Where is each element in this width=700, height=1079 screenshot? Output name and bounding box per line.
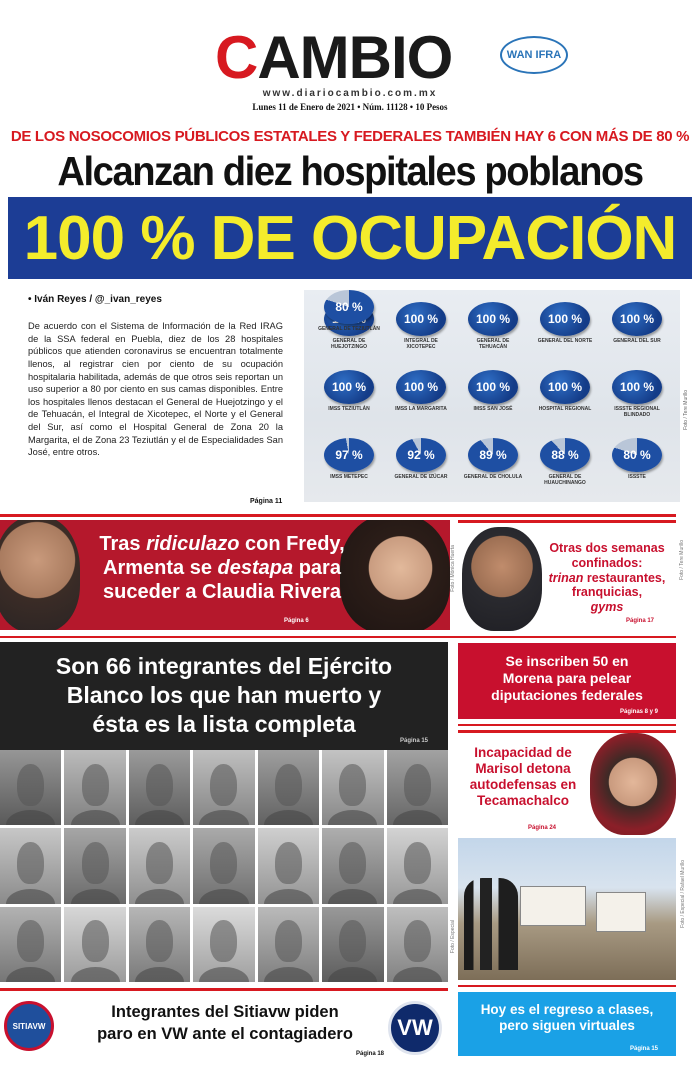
hospital-gauge	[534, 370, 596, 413]
hospital-gauge	[390, 370, 452, 413]
clases-story[interactable]	[458, 992, 676, 1056]
hospital-gauge	[318, 290, 380, 333]
occupancy-badge: 100 %	[540, 302, 590, 336]
vw-story[interactable]	[0, 988, 448, 1064]
confinados-headline: Otras dos semanas confinados: trinan restaurantes, franquicias, gyms	[548, 541, 666, 614]
masthead	[0, 18, 700, 118]
victim-portrait	[129, 907, 190, 982]
hospital-gauge	[606, 438, 668, 481]
hospital-gauge	[534, 302, 596, 345]
occupancy-badge: 100 %	[540, 370, 590, 404]
dateline: Lunes 11 de Enero de 2021 • Núm. 11128 • 10 Pesos	[252, 102, 448, 112]
victim-portrait	[129, 828, 190, 903]
hospital-gauge	[390, 302, 452, 350]
victim-portrait	[0, 907, 61, 982]
protest-banner	[520, 886, 586, 926]
occupancy-badge: 80 %	[324, 290, 374, 324]
hospital-name: GENERAL DE CHOLULA	[463, 474, 523, 480]
marisol-story[interactable]	[458, 730, 676, 835]
occupancy-badge: 100 %	[468, 302, 518, 336]
occupancy-badge: 100 %	[468, 370, 518, 404]
marisol-photo	[590, 733, 676, 835]
ejercito-blanco-story[interactable]	[0, 642, 448, 750]
photo-credit: Foto / Mónica Huerta	[450, 545, 456, 592]
page-ref-vw: Página 18	[356, 1051, 385, 1057]
hospital-name: ISSSTE	[628, 474, 646, 480]
occupancy-badge: 80 %	[612, 438, 662, 472]
victim-portrait	[64, 907, 125, 982]
marisol-headline: Incapacidad de Marisol detona autodefensas en Tecamachalco	[469, 745, 577, 808]
hospital-occupancy-infographic	[304, 290, 680, 502]
hospital-gauge	[318, 370, 380, 413]
victim-portrait	[387, 828, 448, 903]
vw-logo: VW	[388, 1001, 442, 1055]
victim-portrait	[322, 750, 383, 825]
section-divider	[0, 636, 676, 638]
victim-portrait	[258, 750, 319, 825]
page-ref-armenta: Página 6	[284, 618, 309, 624]
hospital-name: GENERAL DE HUEJOTZINGO	[330, 338, 368, 350]
autodefensas-photo	[458, 838, 676, 980]
victim-portrait	[0, 828, 61, 903]
page-ref-morena: Páginas 8 y 9	[620, 709, 659, 715]
victim-portrait	[322, 907, 383, 982]
hospital-name: GENERAL DEL SUR	[613, 338, 661, 344]
vw-headline: Integrantes del Sitiavw piden paro en VW ante el contagiadero	[97, 1003, 353, 1044]
page-ref-lead: Página 11	[250, 498, 283, 505]
hospital-gauge	[462, 370, 524, 413]
governor-photo	[462, 527, 542, 631]
hospital-name: INTEGRAL DE XICOTEPEC	[404, 338, 438, 350]
lead-kicker: DE LOS NOSOCOMIOS PÚBLICOS ESTATALES Y FEDERALES TAMBIÉN HAY 6 CON MÁS DE 80 %	[10, 128, 690, 145]
lead-headline[interactable]: Alcanzan diez hospitales poblanos	[57, 148, 643, 194]
hospital-name: GENERAL DE TEHUACÁN	[476, 338, 510, 350]
hospital-name: IMSS METEPEC	[330, 474, 368, 480]
hospital-gauge	[390, 438, 452, 481]
victim-portrait	[258, 828, 319, 903]
occupancy-badge: 100 %	[396, 302, 446, 336]
photo-credit: Foto / Tere Murillo	[679, 540, 685, 580]
armenta-headline: Tras ridiculazo con Fredy, Armenta se destapa para suceder a Claudia Rivera	[99, 533, 345, 603]
banner-text: 100 % DE OCUPACIÓN	[23, 203, 677, 273]
occupancy-badge: 88 %	[540, 438, 590, 472]
victim-portrait	[322, 828, 383, 903]
victim-portrait	[64, 828, 125, 903]
byline: • Iván Reyes / @_ivan_reyes	[28, 294, 162, 305]
victim-portrait	[193, 750, 254, 825]
victim-portrait	[193, 907, 254, 982]
page-ref-ejercito: Página 15	[400, 738, 429, 744]
hospital-name: IMSS TEZIUTLÁN	[328, 406, 370, 412]
hospital-name: GENERAL DE TEZIUTLÁN	[318, 326, 380, 332]
hospital-gauge	[462, 438, 524, 481]
photo-credit: Foto / Especial / Rafael Murillo	[680, 860, 686, 928]
section-divider	[458, 724, 676, 726]
hospital-name: ISSSTE REGIONAL BLINDADO	[614, 406, 660, 418]
victim-portrait	[387, 750, 448, 825]
page-ref-confinados: Página 17	[626, 618, 655, 624]
victim-portrait	[387, 907, 448, 982]
lead-body: De acuerdo con el Sistema de Información de la Red IRAG de la SSA federal en Puebla, diez de los 28 hospitales públicos que atienden coronavirus se encuentran totalmente llenos, al registrar cien por ciento de su ocupación hospitalaria habilitada, además de que otros seis reportan un uso superior a 80 por ciento en sus camas disponibles. Entre los hospitales llenos destacan el General de Huejotzingo y el de Tehuacán, el Integral de Xicotepec, el Norte y el General del Sur, así como el Hospital General de Zona 20 la Margarita, el de Zona 23 Teziutlán y el de Especialidades San José, entre otros.	[28, 321, 283, 458]
victim-portrait	[258, 907, 319, 982]
hospital-gauge	[318, 438, 380, 481]
ejercito-headline: Son 66 integrantes del Ejército Blanco los que han muerto y ésta es la lista completa	[55, 653, 393, 737]
victim-portrait	[129, 750, 190, 825]
hospital-gauge	[534, 438, 596, 486]
victim-portrait	[0, 750, 61, 825]
victim-portrait	[193, 828, 254, 903]
hospital-gauge	[606, 370, 668, 418]
hospital-name: GENERAL DE IZÚCAR	[394, 474, 448, 480]
armenta-story[interactable]	[0, 520, 450, 630]
morena-story[interactable]	[458, 643, 676, 719]
section-divider	[0, 514, 676, 517]
section-divider	[458, 985, 676, 987]
lead-banner[interactable]	[8, 197, 692, 279]
morena-headline: Se inscriben 50 en Morena para pelear diputaciones federales	[491, 653, 643, 703]
occupancy-badge: 89 %	[468, 438, 518, 472]
occupancy-badge: 97 %	[324, 438, 374, 472]
photo-credit: Foto / Especial	[450, 920, 456, 954]
hospital-gauge	[606, 302, 668, 345]
protesters	[464, 878, 518, 970]
page-ref-clases: Página 15	[630, 1046, 659, 1052]
hospital-name: IMSS SAN JOSÉ	[473, 406, 513, 412]
wan-ifra-logo: WAN IFRA	[500, 36, 568, 74]
photo-credit: Foto / Tere Murillo	[683, 390, 689, 430]
politician-photo-left	[0, 520, 80, 630]
victims-photo-grid	[0, 750, 448, 982]
protest-banner	[596, 892, 646, 932]
occupancy-badge: 100 %	[396, 370, 446, 404]
hospital-name: GENERAL DE HUAUCHINANGO	[544, 474, 586, 486]
occupancy-badge: 100 %	[612, 370, 662, 404]
cambio-logo[interactable]: CAMBIO	[215, 24, 453, 91]
victim-portrait	[64, 750, 125, 825]
website-url[interactable]: www.diariocambio.com.mx	[262, 88, 438, 99]
confinados-story[interactable]	[458, 520, 676, 630]
occupancy-badge: 92 %	[396, 438, 446, 472]
hospital-name: GENERAL DEL NORTE	[537, 338, 593, 344]
hospital-name: IMSS LA MARGARITA	[395, 406, 447, 412]
hospital-name: HOSPITAL REGIONAL	[538, 406, 592, 412]
sitiavw-logo: SITIAVW	[4, 1001, 54, 1051]
page-ref-marisol: Página 24	[528, 825, 557, 831]
clases-headline: Hoy es el regreso a clases, pero siguen virtuales	[480, 1002, 654, 1034]
occupancy-badge: 100 %	[324, 370, 374, 404]
occupancy-badge: 100 %	[612, 302, 662, 336]
hospital-gauge	[462, 302, 524, 350]
